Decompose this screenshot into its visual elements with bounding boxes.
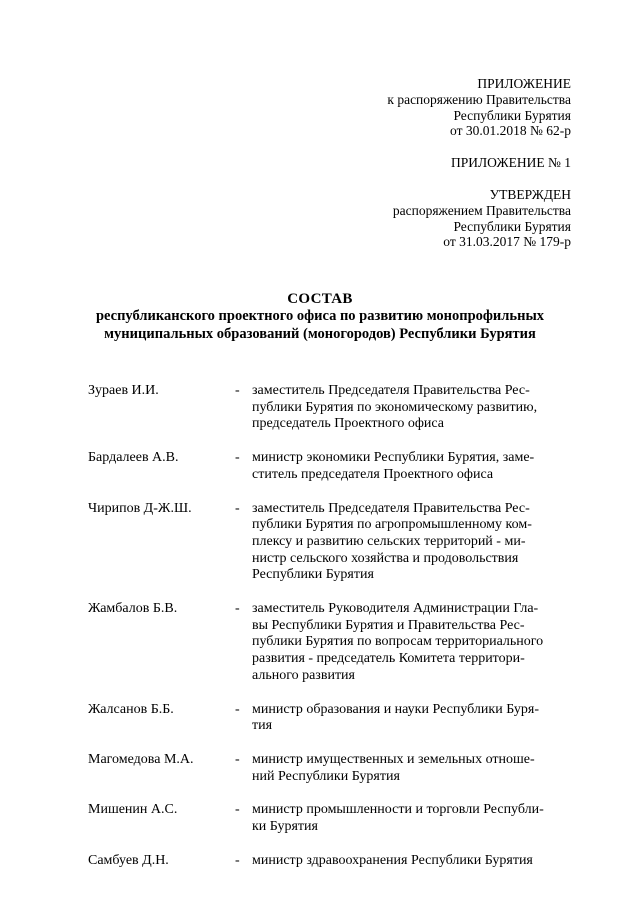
appendix-line: к распоряжению Правительства	[387, 91, 571, 107]
member-role-line: ки Бурятия	[252, 819, 318, 835]
member-role	[252, 450, 570, 483]
member-row	[88, 853, 570, 870]
member-row	[88, 383, 570, 433]
member-role-line: публики Бурятия по экономическому развитию,	[252, 399, 538, 415]
member-role-line: развития - председатель Комитета территори-	[252, 651, 525, 667]
appendix-number: ПРИЛОЖЕНИЕ № 1	[450, 155, 571, 171]
member-dash: -	[235, 802, 240, 818]
member-role-line: публики Бурятия по агропромышленному ком-	[252, 517, 532, 533]
member-dash: -	[235, 852, 240, 868]
member-role-line: министр образования и науки Республики Буря-	[252, 701, 539, 717]
member-name: Самбуев Д.Н.	[88, 852, 169, 868]
member-role-line: председатель Проектного офиса	[252, 416, 445, 432]
member-role	[252, 383, 570, 433]
members-list	[88, 383, 570, 886]
member-role-line: заместитель Председателя Правительства Рес-	[252, 383, 530, 398]
member-row	[88, 601, 570, 685]
member-dash: -	[235, 500, 240, 516]
member-role-line: тия	[252, 718, 273, 734]
member-name: Жамбалов Б.В.	[88, 601, 178, 617]
member-name: Жалсанов Б.Б.	[88, 701, 174, 717]
title-main: СОСТАВ	[287, 291, 353, 307]
approved-line: УТВЕРЖДЕН	[489, 186, 571, 202]
member-role	[252, 752, 570, 785]
member-role-line: министр имущественных и земельных отноше-	[252, 751, 535, 767]
member-name: Бардалеев А.В.	[88, 450, 179, 466]
member-name: Магомедова М.А.	[88, 751, 194, 767]
approved-line: распоряжением Правительства	[392, 202, 571, 218]
member-row	[88, 802, 570, 835]
member-row	[88, 752, 570, 785]
member-name: Зураев И.И.	[88, 383, 159, 398]
member-role-line: плексу и развитию сельских территорий - ми-	[252, 533, 526, 549]
appendix-line: Республики Бурятия	[453, 107, 571, 123]
document-title	[0, 290, 640, 343]
title-sub-line: республиканского проектного офиса по развитию монопрофильных	[95, 308, 545, 324]
approved-line: от 31.03.2017 № 179-р	[443, 234, 571, 250]
appendix-line: ПРИЛОЖЕНИЕ	[477, 76, 571, 91]
member-role	[252, 853, 570, 870]
member-role	[252, 601, 570, 685]
member-role-line: заместитель Руководителя Администрации Гла-	[252, 601, 539, 617]
member-role-line: ального развития	[252, 667, 355, 683]
member-role	[252, 501, 570, 585]
appendix-line: от 30.01.2018 № 62-р	[450, 123, 571, 139]
member-dash: -	[235, 383, 240, 398]
member-role-line: нистр сельского хозяйства и продовольствия	[252, 550, 519, 566]
member-dash: -	[235, 701, 240, 717]
appendix-header	[387, 76, 571, 250]
member-name: Чирипов Д-Ж.Ш.	[88, 500, 192, 516]
member-role-line: министр экономики Республики Бурятия, заме-	[252, 450, 535, 466]
member-role-line: министр промышленности и торговли Республи-	[252, 802, 544, 818]
member-role-line: публики Бурятия по вопросам территориального	[252, 634, 544, 650]
member-role-line: Республики Бурятия	[252, 567, 374, 583]
title-sub-line: муниципальных образований (моногородов) Республики Бурятия	[104, 325, 536, 342]
member-role-line: заместитель Председателя Правительства Рес-	[252, 500, 530, 516]
member-dash: -	[235, 751, 240, 767]
member-role-line: ний Республики Бурятия	[252, 768, 400, 784]
member-role	[252, 802, 570, 835]
member-role	[252, 702, 570, 735]
member-dash: -	[235, 450, 240, 466]
approved-line: Республики Бурятия	[453, 218, 571, 234]
member-role-line: министр здравоохранения Республики Бурятия	[252, 852, 533, 868]
member-row	[88, 501, 570, 585]
member-row	[88, 702, 570, 735]
member-dash: -	[235, 601, 240, 617]
member-role-line: вы Республики Бурятия и Правительства Рес-	[252, 617, 525, 633]
member-name: Мишенин А.С.	[88, 802, 178, 818]
member-row	[88, 450, 570, 483]
member-role-line: ститель председателя Проектного офиса	[252, 466, 494, 482]
